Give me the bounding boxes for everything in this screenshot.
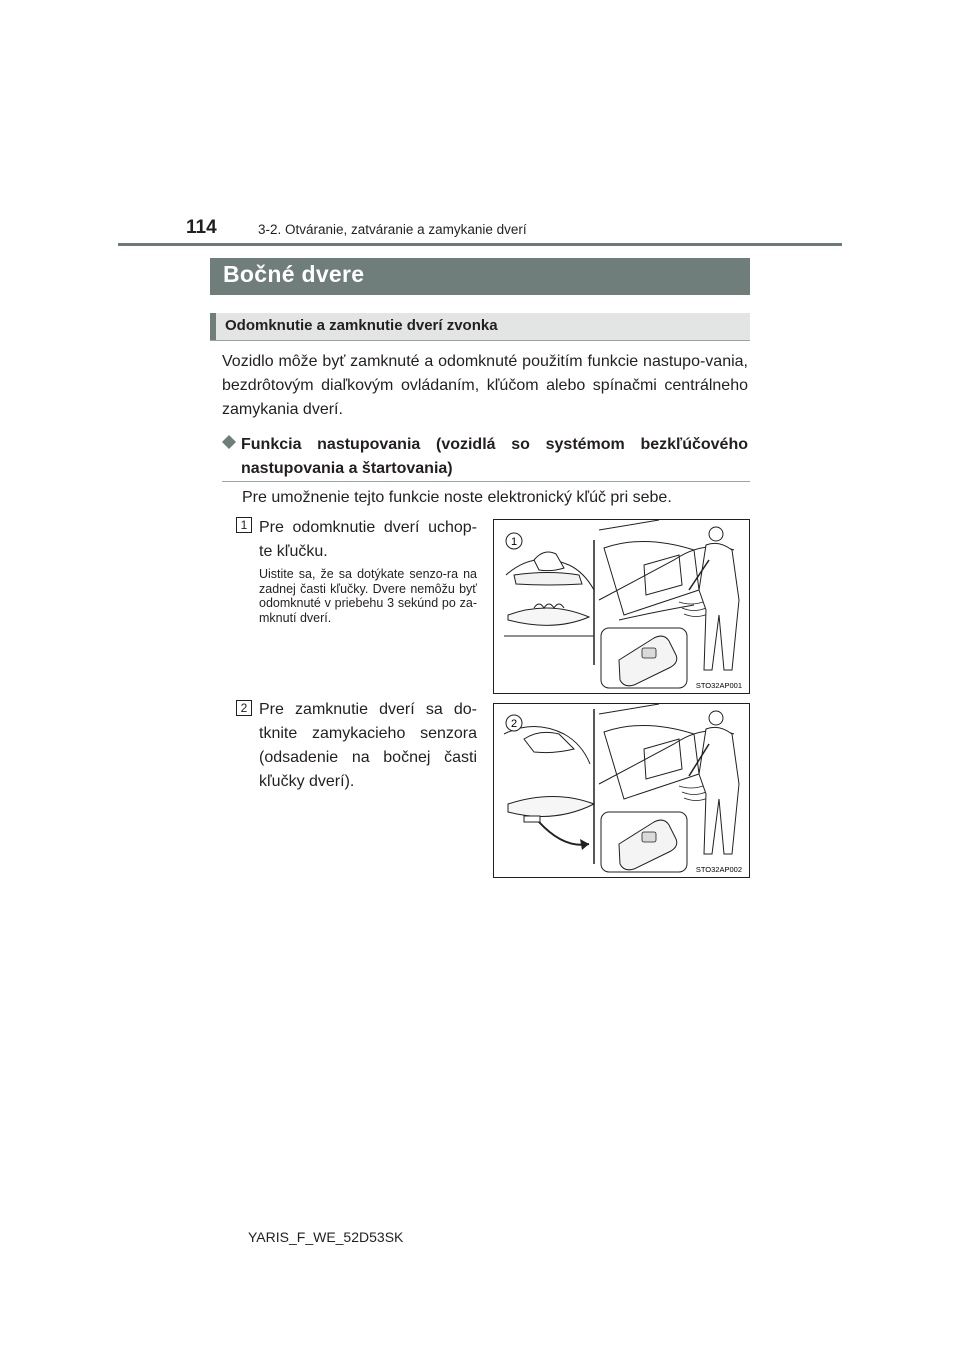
feature-divider [222, 481, 750, 482]
figure-callout: 1 [510, 536, 518, 548]
feature-heading: Funkcia nastupovania (vozidlá so systémom bezkľúčového nastupovania a štartovania) [241, 436, 748, 477]
diamond-bullet-icon [222, 435, 236, 449]
figure-unlock [493, 519, 750, 694]
header-divider [118, 243, 842, 246]
figure-lock [493, 703, 750, 878]
section-title: Bočné dvere [210, 258, 750, 295]
figure-callout: 2 [510, 718, 518, 730]
step-text: Pre zamknutie dverí sa do-tknite zamykacieho senzora (odsadenie na bočnej časti kľučky dverí). [259, 701, 477, 790]
model-code: YARIS_F_WE_52D53SK [248, 1229, 404, 1245]
figure-code: STO32AP001 [695, 681, 742, 690]
step-note: Uistite sa, že sa dotýkate senzo-ra na zadnej časti kľučky. Dvere nemôžu byť odomknuté v priebehu 3 sekúnd po za-mknutí dverí. [259, 567, 477, 625]
subsection-divider [210, 340, 750, 341]
feature-intro: Pre umožnenie tejto funkcie noste elektronický kľúč pri sebe. [242, 489, 672, 506]
chapter-title: 3-2. Otváranie, zatváranie a zamykanie dverí [258, 222, 527, 237]
page-number: 114 [186, 217, 217, 238]
step-text: Pre odomknutie dverí uchop-te kľučku. [259, 519, 477, 560]
subsection-title: Odomknutie a zamknutie dverí zvonka [210, 313, 750, 341]
figure-code: STO32AP002 [695, 865, 742, 874]
unlock-illustration [494, 520, 749, 693]
step-number-badge: 2 [236, 700, 252, 716]
intro-paragraph: Vozidlo môže byť zamknuté a odomknuté použitím funkcie nastupo-vania, bezdrôtovým diaľkovým ovládaním, kľúčom alebo spínačmi centrálneho zamykania dverí. [222, 353, 748, 418]
lock-illustration [494, 704, 749, 877]
step-number-badge: 1 [236, 517, 252, 533]
